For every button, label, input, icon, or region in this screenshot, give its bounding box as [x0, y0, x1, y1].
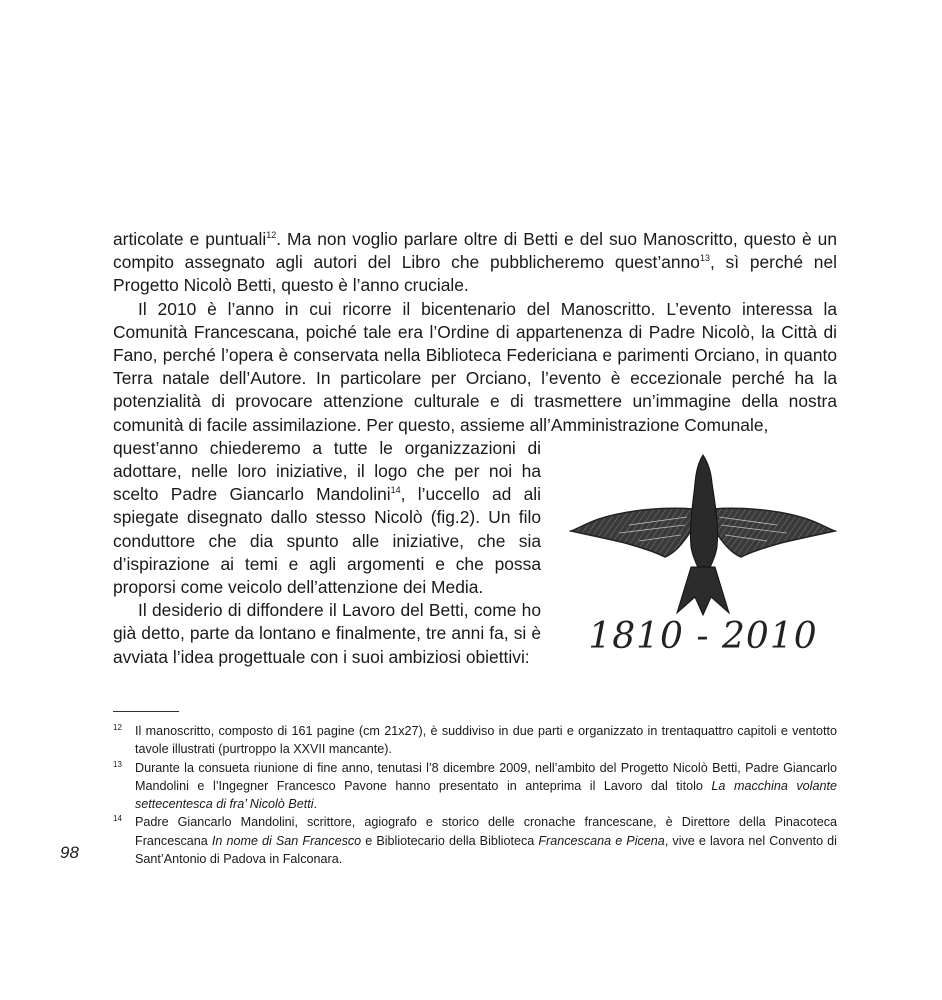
footnote-italic-1: In nome di San Francesco: [211, 833, 362, 848]
footnote-italic-2: Francescana e Picena: [538, 833, 665, 848]
footnote-text: Durante la consueta riunione di fine anno, tenutasi l’8 dicembre 2009, nell’ambito del Progetto Nicolò Betti, Padre Giancarlo Mandolini e l’Ingegner Francesco Pavone hanno presentato in anteprima il Lavoro dal titolo: [135, 760, 837, 793]
footnote-title: La macchina volante settecentesca di fra’ Nicolò Betti: [135, 778, 837, 812]
paragraph-1-part-3: , sì perché nel Progetto Nicolò Betti, questo è l’anno cruciale.: [113, 252, 837, 296]
paragraph-2-cont-part-2: , l’uccello ad ali spiegate disegnato dallo stesso Nicolò (fig.2). Un filo conduttore che dia spunto alle iniziative, che sia d’ispirazione ai temi e agli argomenti e che possa proporsi come veicolo dell’attenzione dei Media.: [113, 484, 541, 598]
footnote-end: .: [313, 797, 318, 812]
footnote-13: [113, 759, 837, 814]
text-with-figure: [113, 437, 837, 669]
wrapped-column: [113, 437, 541, 669]
paragraph-1: [113, 228, 837, 298]
footnote-text-3: , vive e lavora nel Convento di Sant’Antonio di Padova in Falconara.: [135, 833, 837, 867]
page-number: 98: [60, 843, 79, 862]
figure-2: [569, 447, 837, 677]
footnotes: [113, 722, 837, 868]
main-text: [113, 228, 837, 669]
footnote-text-2: e Bibliotecario della Biblioteca: [361, 833, 539, 848]
paragraph-3: Il desiderio di diffondere il Lavoro del Betti, come ho già detto, parte da lontano e finalmente, tre anni fa, si è avviata l’idea progettuale con i suoi ambiziosi obiettivi:: [113, 600, 541, 667]
footnote-ref-13[interactable]: 13: [699, 253, 710, 264]
footnote-ref-14[interactable]: 14: [390, 485, 401, 496]
footnote-ref-12[interactable]: 12: [266, 230, 277, 240]
footnote-14: [113, 813, 837, 868]
bird-wings-spread-icon: [569, 447, 837, 617]
footnote-text: Padre Giancarlo Mandolini, scrittore, agiografo e storico delle cronache francescane, è Direttore della Pinacoteca Francescana: [135, 815, 837, 848]
footnote-separator: [113, 711, 179, 712]
figure-caption-years: 1810 - 2010: [588, 615, 818, 657]
paragraph-1-part-2: . Ma non voglio parlare oltre di Betti e del suo Manoscritto, questo è un compito assegnato agli autori del Libro che pubblicheremo quest’anno: [113, 229, 837, 273]
paragraph-2-continued: [113, 437, 541, 599]
paragraph-2-cont-part-1: quest’anno chiederemo a tutte le organizzazioni di adottare, nelle loro iniziative, il logo che per noi ha scelto Padre Giancarlo Mandolini: [113, 437, 541, 505]
paragraph-2: Il 2010 è l’anno in cui ricorre il bicentenario del Manoscritto. L’evento interessa la Comunità Francescana, poiché tale era l’Ordine di appartenenza di Padre Nicolò, la Città di Fano, perché l’opera è conservata nella Biblioteca Federiciana e parimenti Orciano, in quanto Terra natale dell’Autore. In particolare per Orciano, l’evento è eccezionale perché ha la potenzialità di provocare attenzione culturale e di trasmettere un’immagine della nostra comunità di facile assimilazione. Per questo, assieme all’Amministrazione Comunale,: [113, 298, 837, 435]
footnote-number: 14: [113, 814, 122, 824]
footnote-number: 12: [113, 723, 122, 732]
footnote-text: Il manoscritto, composto di 161 pagine (cm 21x27), è suddiviso in due parti e organizzato in trentaquattro capitoli e ventotto tavole illustrati (purtroppo la XXVII mancante).: [135, 724, 837, 757]
paragraph-1-part-1: articolate e puntuali: [113, 229, 267, 249]
footnote-12: [113, 722, 837, 759]
footnote-number: 13: [113, 759, 122, 769]
